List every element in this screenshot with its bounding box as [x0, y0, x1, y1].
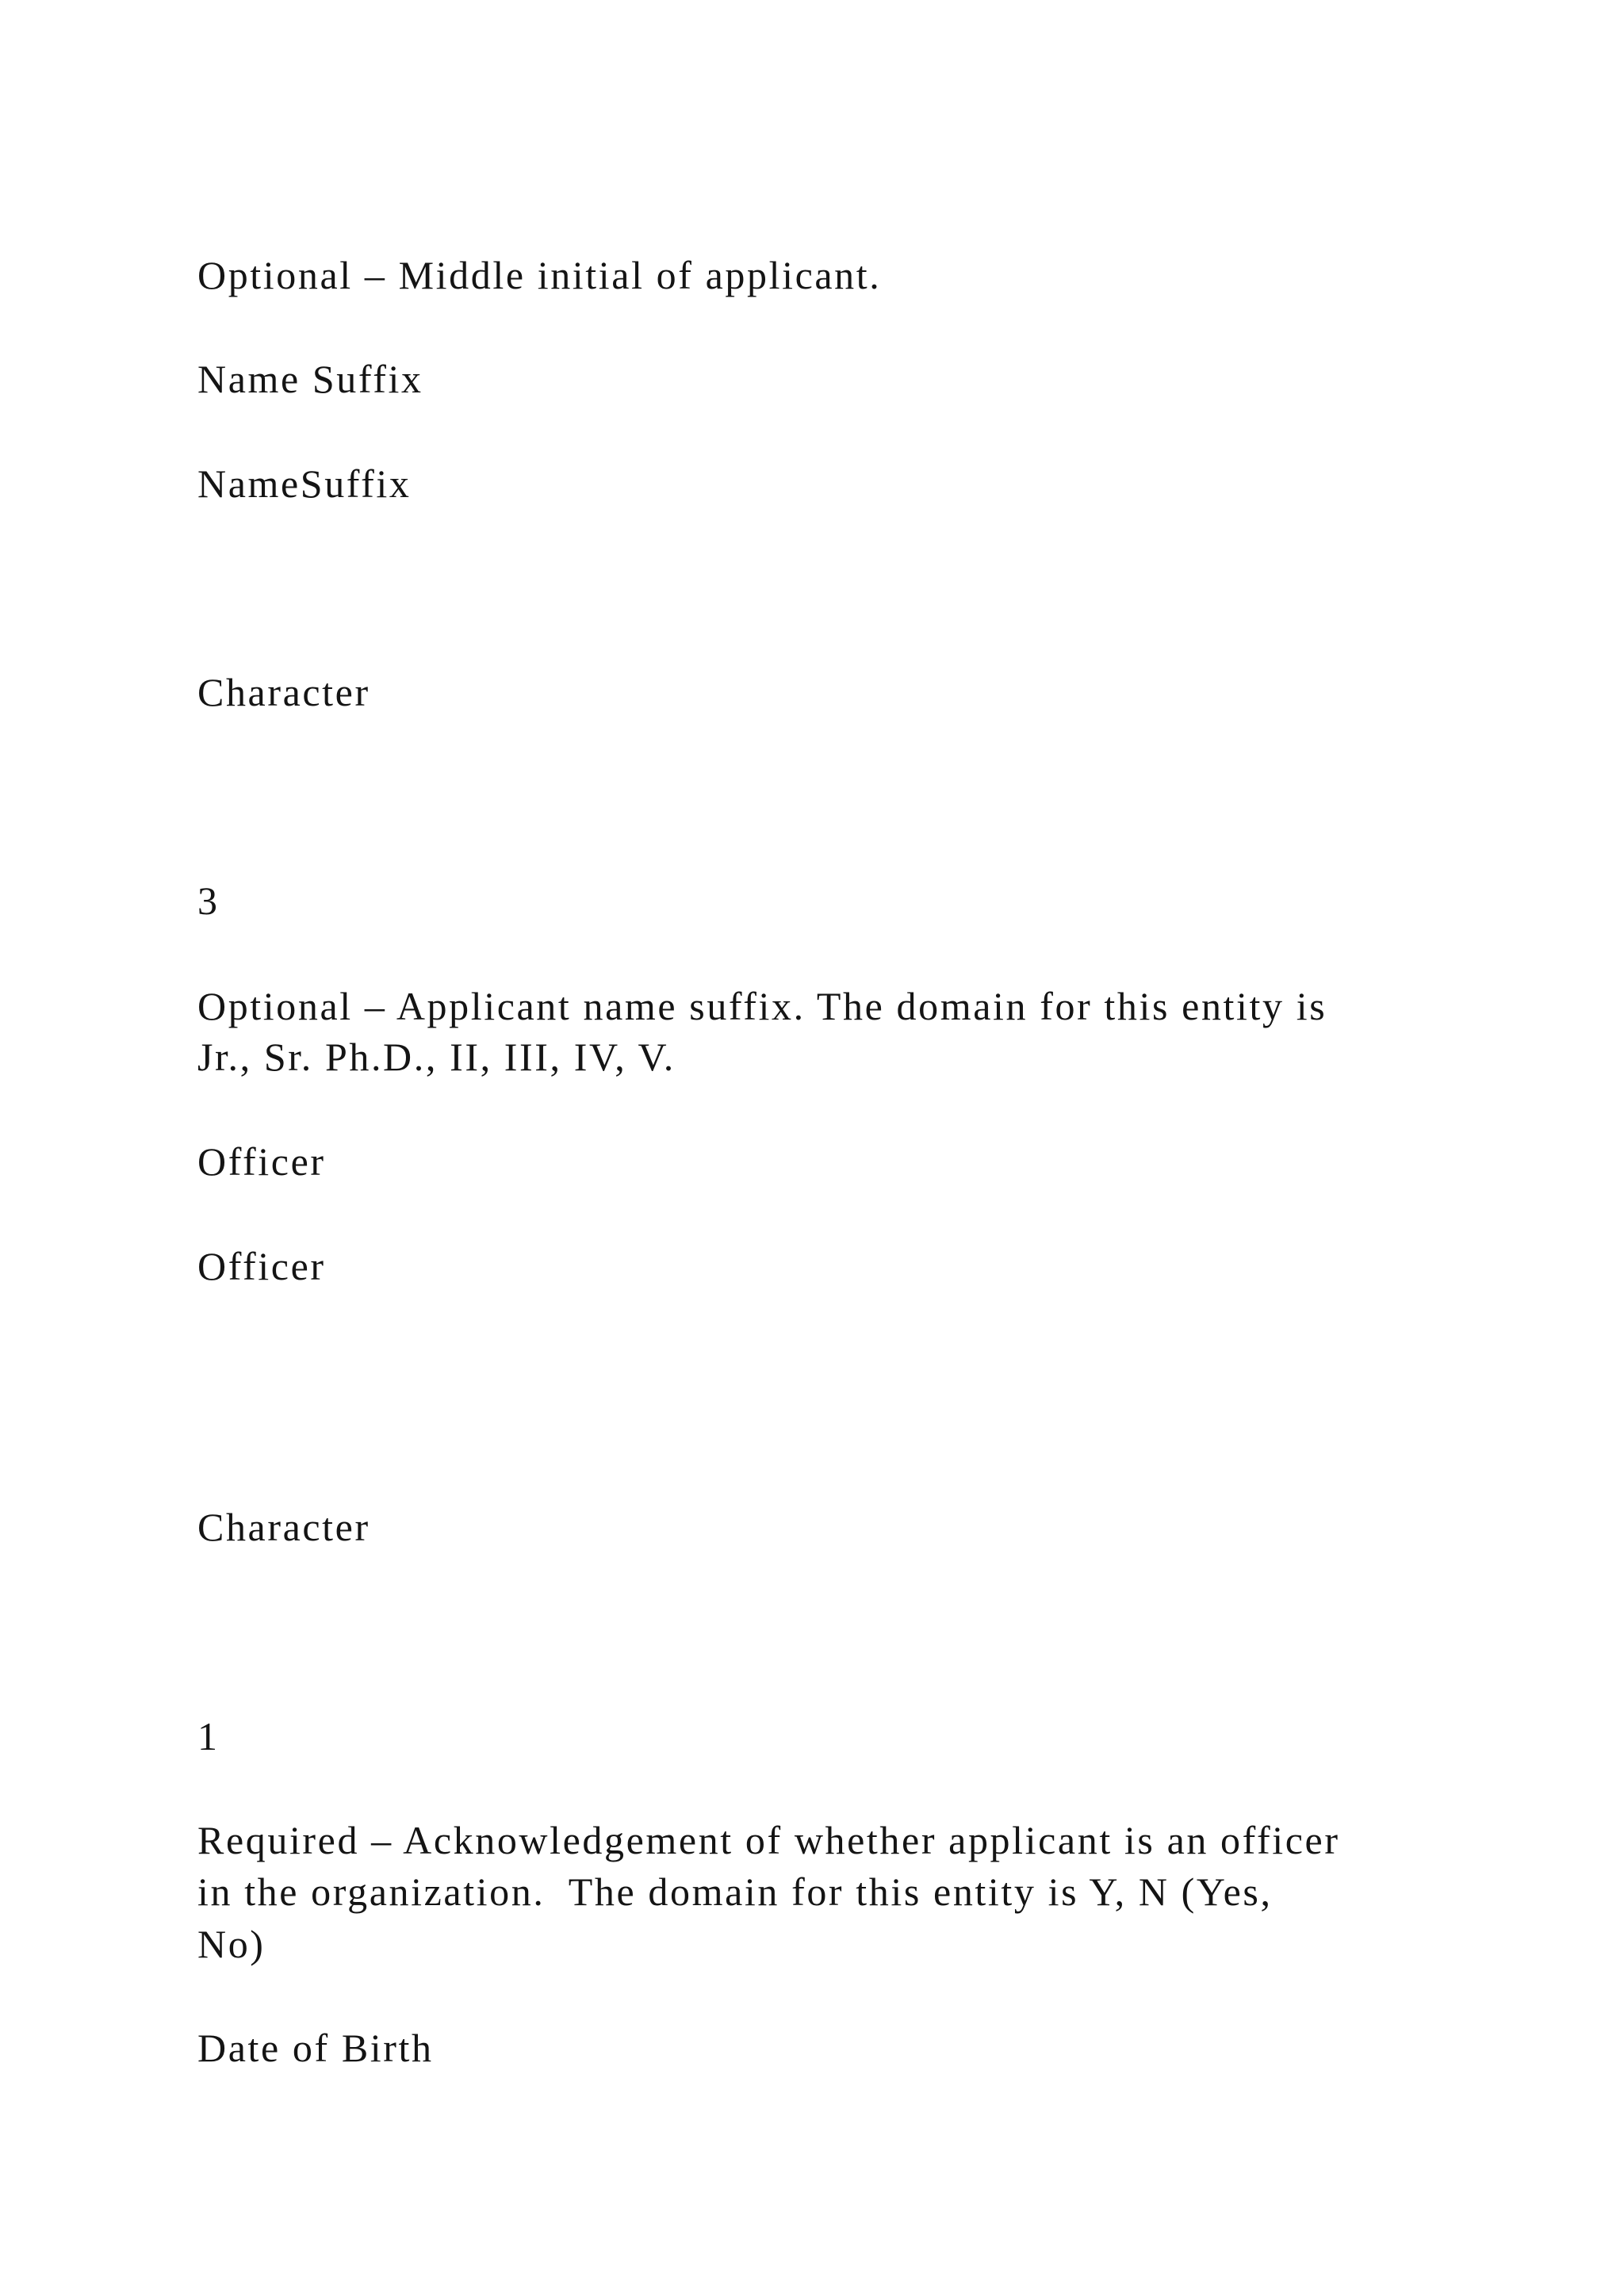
name-suffix-description-line-1: Optional – Applicant name suffix. The domain for this entity is	[197, 984, 1327, 1028]
officer-label: Officer	[197, 1139, 326, 1184]
middle-initial-description: Optional – Middle initial of applicant.	[197, 253, 882, 297]
officer-description-line-3: No)	[197, 1922, 266, 1966]
officer-field-name: Officer	[197, 1244, 326, 1288]
officer-description-line-1: Required – Acknowledgement of whether applicant is an officer	[197, 1818, 1340, 1862]
name-suffix-field-name: NameSuffix	[197, 461, 412, 506]
date-of-birth-label: Date of Birth	[197, 2026, 434, 2070]
officer-length: 1	[197, 1714, 220, 1758]
name-suffix-length: 3	[197, 878, 220, 923]
name-suffix-description-line-2: Jr., Sr. Ph.D., II, III, IV, V.	[197, 1035, 676, 1079]
name-suffix-label: Name Suffix	[197, 357, 423, 401]
name-suffix-data-type: Character	[197, 670, 370, 714]
officer-description-line-2: in the organization. The domain for this entity is Y, N (Yes,	[197, 1869, 1273, 1914]
officer-data-type: Character	[197, 1505, 370, 1549]
